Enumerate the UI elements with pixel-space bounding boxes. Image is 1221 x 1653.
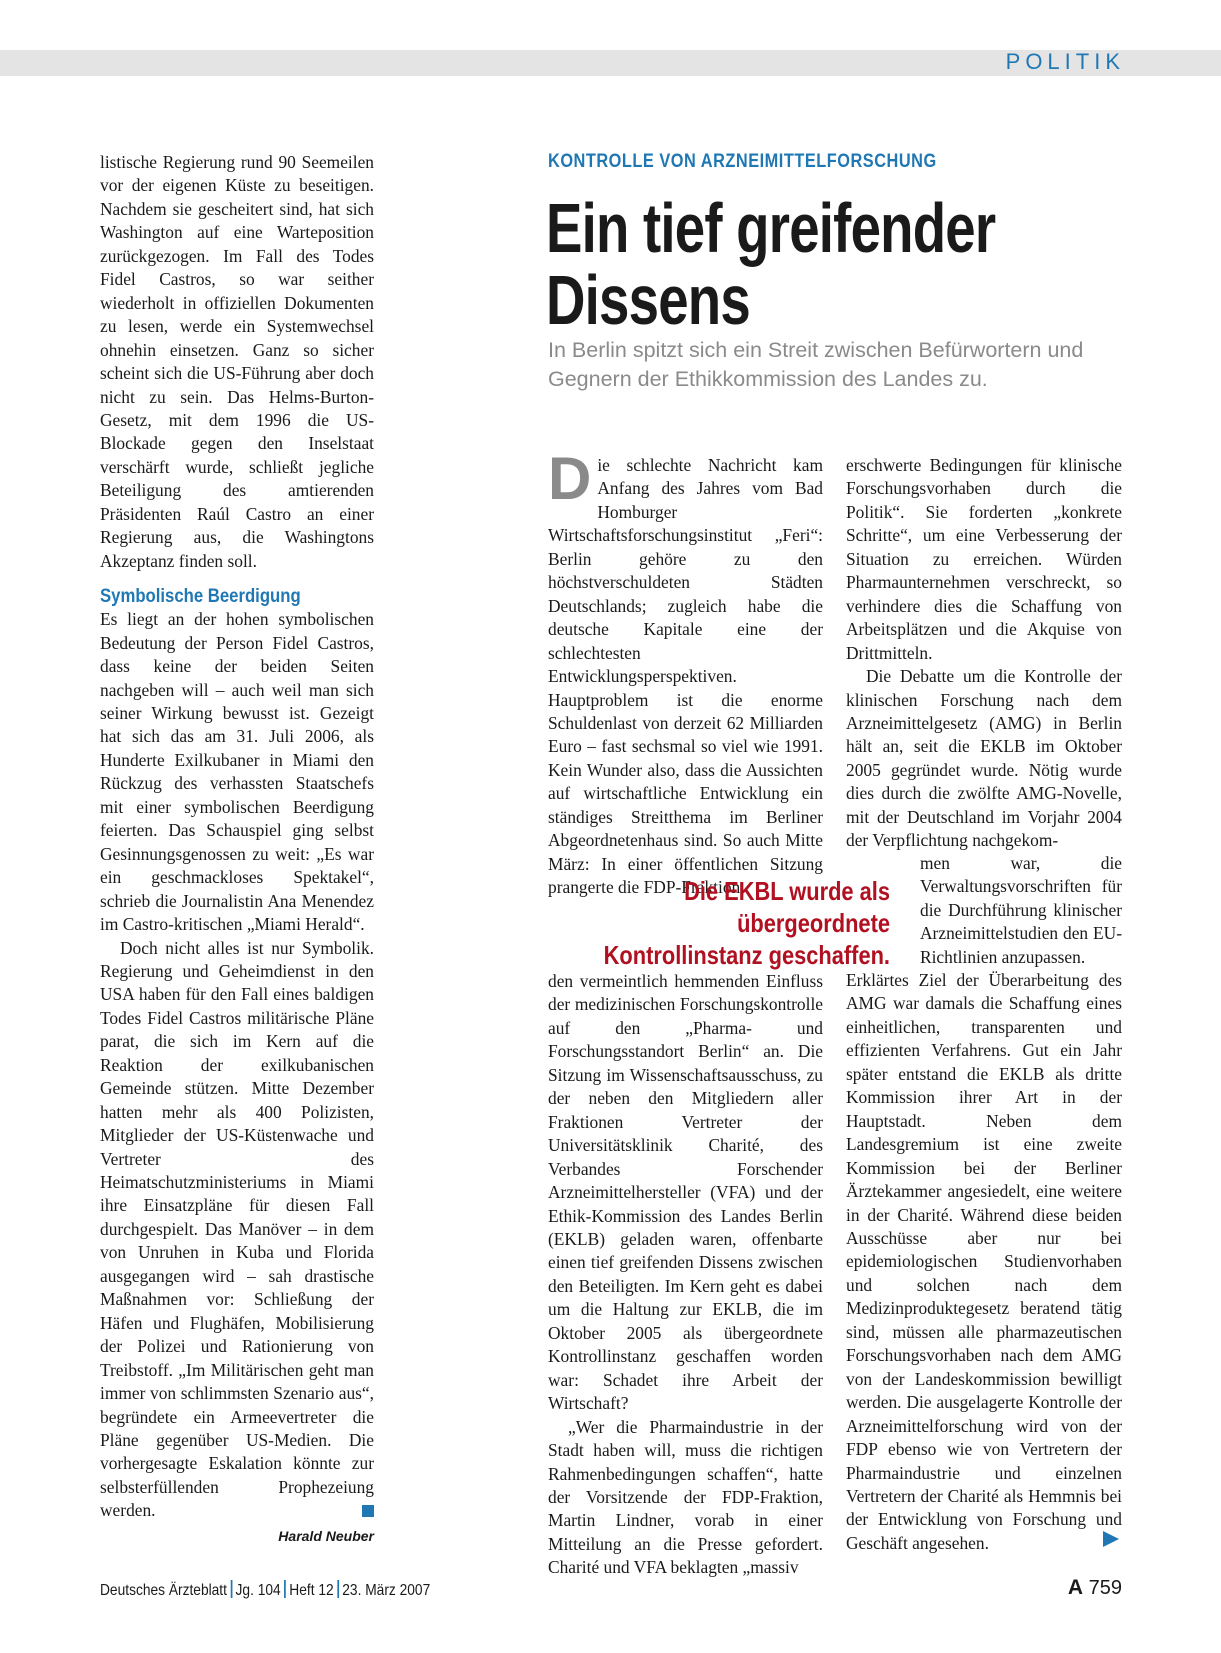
left-paragraph-1: listische Regierung rund 90 Seemeilen vor der eigenen Küste zu beseitigen. Nachdem sie gescheitert sind, hat sich Washington auf eine Warteposition zurückgezogen. Im Fall des Todes Fidel Castros, so war seither wiederholt in offiziellen Dokumenten zu lesen, werde ein Systemwechsel ohnehin einsetzen. Ganz so sicher scheint sich die US-Führung aber doch nicht zu sein. Das Helms-Burton-Gesetz, mit dem 1996 die US-Blockade gegen den Inselstaat verschärft wurde, schließt jegliche Beteiligung des amtierenden Präsidenten Raúl Castro an einer Regierung aus, die Washingtons Akzeptanz finden soll. bbox=[100, 152, 374, 571]
footer-journal: Deutsches Ärzteblatt bbox=[100, 1582, 227, 1599]
page-number-value: 759 bbox=[1088, 1577, 1122, 1599]
left-paragraph-3-text: Doch nicht alles ist nur Symbolik. Regierung und Geheimdienst in den USA haben für den Fall eines baldigen Todes Fidel Castros militärische Pläne parat, die sich im Kern auf die Reaktion der exilkubanischen Gemeinde stützen. Mitte Dezember hatten mehr als 400 Polizisten, Mitglieder der US-Küstenwache und Vertreter des Heimatschutzministeriums in Miami ihre Einsatzpläne für diesen Fall durchgespielt. Das Manöver – in dem von Unruhen in Kuba und Florida ausgegangen wird – sah drastische Maßnahmen vor: Schließung der Häfen und Flughäfen, Mobilisierung der Polizei und Rationierung von Treibstoff. „Im Militärischen geht man immer von schlimmsten Szenario aus“, begründete ein Armeevertreter die Pläne gegenüber US-Medien. Die vorhergesagte Eskalation könnte zur selbsterfüllenden Prophezeiung werden. bbox=[100, 937, 374, 1521]
right-paragraph-2-continued: men war, die Verwaltungsvorschriften für die Durchführung klinischer Arzneimittelstudien den EU-Richtlinien anzupassen. bbox=[920, 853, 1122, 967]
middle-column-top bbox=[548, 454, 823, 900]
end-square-icon bbox=[362, 1505, 374, 1517]
right-paragraph-2: Die Debatte um die Kontrolle der klinischen Forschung nach dem Arzneimittelgesetz (AMG) in Berlin hält an, seit die EKLB im Oktober 2005 gegründet wurde. Nötig wurde dies durch die zwölfte AMG-Novelle, mit der Deutschland im Vorjahr 2004 der Verpflichtung nachgekom- bbox=[846, 666, 1122, 851]
drop-cap: D bbox=[548, 456, 592, 502]
pull-quote bbox=[537, 875, 890, 971]
right-paragraph-3: Erklärtes Ziel der Überarbeitung des AMG war damals die Schaffung eines einheitlichen, transparenten und effizienten Verfahrens. Gut ein Jahr später entstand die EKLB als dritte Kommission ihrer Art in der Hauptstadt. Neben dem Landesgremium ist eine zweite Kommission bei der Berliner Ärztekammer angesiedelt, eine weitere in der Charité. Während diese beiden Ausschüsse aber nur bei epidemiologischen Studienvorhaben und solchen nach dem Medizinproduktegesetz beratend tätig sind, müssen alle pharmazeutischen Forschungsvorhaben nach dem AMG von der Landeskommission bewilligt werden. Die ausgelagerte Kontrolle der Arzneimittelforschung wird von der FDP ebenso wie von Vertretern der Pharmaindustrie und einzelnen Vertretern der Charité als Hemmnis bei der Entwicklung von Forschung und Geschäft angesehen. bbox=[846, 970, 1122, 1553]
article-standfirst: In Berlin spitzt sich ein Streit zwischen Befürwortern und Gegnern der Ethikkommission des Landes zu. bbox=[548, 338, 1084, 391]
right-column-bottom bbox=[846, 969, 1122, 1555]
middle-paragraph-1: den vermeintlich hemmenden Einfluss der medizinischen Forschungskontrolle auf den „Pharma- und Forschungsstandort Berlin“ an. Die Sitzung im Wissenschaftsausschuss, zu der neben den Mitgliedern aller Fraktionen Vertreter der Universitätsklinik Charité, des Verbandes Forschender Arzneimittelhersteller (VFA) und der Ethik-Kommission des Landes Berlin (EKLB) geladen waren, offenbarte einen tief greifenden Dissens zwischen den Beteiligten. Im Kern geht es dabei um die Haltung zur EKLB, die im Oktober 2005 als übergeordnete Kontrollinstanz geschaffen worden war: Schadet ihre Arbeit der Wirtschaft? bbox=[548, 971, 823, 1414]
headline-line-2: Dissens bbox=[546, 261, 750, 339]
author-byline: Harald Neuber bbox=[278, 1527, 374, 1544]
footer-separator bbox=[337, 1580, 339, 1598]
lead-paragraph-text: ie schlechte Nachricht kam Anfang des Jahres vom Bad Homburger Wirtschaftsforschungsinstitut „Feri“: Berlin gehöre zu den höchstverschuldeten Städten Deutschlands; zugleich habe die deutsche Kapitale eine der schlechtesten Entwicklungsperspektiven. Hauptproblem ist die enorme Schuldenlast von derzeit 62 Milliarden Euro – fast sechsmal so viel wie 1991. Kein Wunder also, dass die Aussichten auf wirtschaftliche Entwicklung ein ständiges Streitthema im Berliner Abgeordnetenhaus sind. So auch Mitte März: In einer öffentlichen Sitzung prangerte die FDP-Fraktion bbox=[548, 455, 823, 898]
left-paragraph-2: Es liegt an der hohen symbolischen Bedeutung der Person Fidel Castros, dass keine der beiden Seiten nachgeben will – auch weil man sich seiner Wirkung bewusst ist. Gezeigt hat sich das am 31. Juli 2006, als Hunderte Exilkubaner in Miami den Rückzug des verhassten Staatschefs mit einer symbolischen Beerdigung feierten. Das Schauspiel ging selbst Gesinnungsgenossen zu weit: „Es war ein geschmackloses Spektakel“, schrieb die Journalistin Ana Menendez im Castro-kritischen „Miami Herald“. bbox=[100, 609, 374, 935]
left-paragraph-3 bbox=[100, 937, 374, 1523]
section-label: POLITIK bbox=[1005, 49, 1125, 74]
middle-column-bottom bbox=[548, 970, 823, 1580]
footer-citation bbox=[100, 1580, 430, 1600]
footer-date: 23. März 2007 bbox=[342, 1582, 431, 1599]
article-kicker: KONTROLLE VON ARZNEIMITTELFORSCHUNG bbox=[548, 151, 937, 172]
page-number bbox=[1068, 1576, 1122, 1600]
footer-issue: Heft 12 bbox=[289, 1582, 334, 1599]
page-prefix: A bbox=[1067, 1576, 1084, 1599]
footer-separator bbox=[230, 1580, 232, 1598]
left-subhead: Symbolische Beerdigung bbox=[100, 586, 301, 608]
right-column-top bbox=[846, 454, 1122, 853]
left-column bbox=[100, 151, 374, 1546]
right-column-wrap bbox=[920, 852, 1122, 969]
lead-paragraph bbox=[548, 454, 823, 900]
pull-quote-line-1: Die EKBL wurde als übergeordnete bbox=[684, 876, 890, 938]
pull-quote-line-2: Kontrollinstanz geschaffen. bbox=[603, 940, 890, 970]
headline-line-1: Ein tief greifender bbox=[546, 189, 996, 267]
continue-arrow-icon bbox=[1103, 1531, 1119, 1547]
right-paragraph-1: erschwerte Bedingungen für klinische Forschungsvorhaben durch die Politik“. Sie forderten „konkrete Schritte“, um eine Verbesserung der Situation zu erreichen. Würden Pharmaunternehmen verschreckt, so verhindere dies die Schaffung von Arbeitsplätzen und die Akquise von Drittmitteln. bbox=[846, 455, 1122, 663]
article-headline bbox=[546, 189, 1045, 339]
footer-separator bbox=[284, 1580, 286, 1598]
footer-volume: Jg. 104 bbox=[235, 1582, 281, 1599]
middle-paragraph-2: „Wer die Pharmaindustrie in der Stadt haben will, muss die richtigen Rahmenbedingungen schaffen“, hatte der Vorsitzende der FDP-Fraktion, Martin Lindner, vorab in einer Mitteilung an die Presse gefordert. Charité und VFA beklagten „massiv bbox=[548, 1416, 823, 1578]
